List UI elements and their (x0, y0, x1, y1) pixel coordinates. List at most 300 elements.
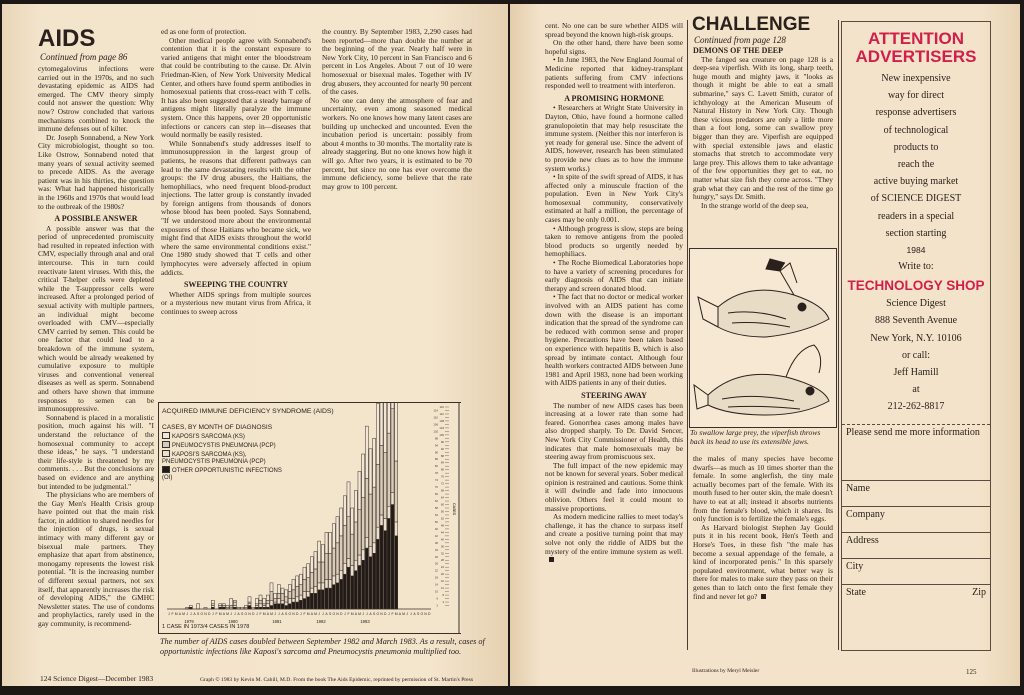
bar-segment-oi (332, 585, 335, 609)
x-tick-label: S (373, 612, 376, 616)
form-field-state-zip[interactable] (842, 585, 990, 611)
y-tick-label: 116 (439, 405, 444, 409)
bar-segment-ks-pcp (362, 550, 365, 560)
x-tick-label: O (244, 612, 248, 616)
bar-segment-ks (395, 403, 398, 461)
bar-segment-ks-pcp (274, 602, 277, 604)
x-tick-label: S (197, 612, 200, 616)
bar-segment-oi (310, 593, 313, 609)
x-tick-label: A (413, 612, 416, 616)
x-tick-label: A (281, 612, 284, 616)
x-tick-label: J (409, 612, 412, 616)
ad-body-line: active buying market (873, 176, 959, 188)
bar-segment-ks (274, 593, 277, 598)
x-tick-label: J (387, 612, 390, 616)
y-tick-label: 64 (440, 495, 444, 500)
page-folio-right: 125 (966, 668, 977, 676)
bar-segment-oi (314, 593, 317, 609)
paragraph: • Although progress is slow, steps are being taken to remove antigens from the pooled blood products so urgently needed by hemophiliacs. (545, 223, 683, 259)
form-field-address[interactable]: Address (842, 533, 990, 559)
bar-segment-ks-pcp (395, 522, 398, 536)
y-tick-label: 42 (434, 533, 438, 538)
x-tick-label: D (295, 612, 299, 616)
y-tick-label: 84 (440, 460, 444, 465)
x-tick-label: J (299, 612, 302, 616)
chart-title: ACQUIRED IMMUNE DEFICIENCY SYNDROME (AIDS) (162, 408, 334, 415)
bar-segment-ks (329, 532, 332, 553)
end-mark-icon (761, 594, 766, 599)
bar-segment-ks-pcp (310, 588, 313, 593)
bar-segment-ks-pcp (299, 595, 302, 600)
left-column-2 (161, 28, 311, 317)
bar-segment-oi (362, 560, 365, 609)
ad-body-line: products to (893, 141, 939, 153)
y-tick-label: 60 (440, 502, 444, 507)
form-field-city[interactable]: City (842, 559, 990, 585)
legend-item-oi (162, 466, 282, 482)
paragraph: • The Roche Biomedical Laboratories hope to have a variety of screening procedures for early diagnosis of AIDS that can initiate therapy and screen donated blood. (545, 258, 683, 293)
x-tick-label: D (339, 612, 343, 616)
x-tick-label: O (288, 612, 292, 616)
bar-segment-oi (384, 531, 387, 609)
bar-segment-ks (376, 404, 379, 465)
bar-segment-oi (292, 602, 295, 609)
chart-caption: The number of AIDS cases doubled between September 1982 and March 1983. As a result, cases of opportunistic infections like Kaposi's sarcoma and Pneumocystis pneumonia multiplied too. (160, 637, 485, 656)
bar-segment-ks (219, 604, 222, 606)
bar-segment-pcp (299, 585, 302, 595)
y-tick-label: 2 (436, 603, 438, 608)
paragraph: The number of new AIDS cases has been increasing at a lower rate than some had feared. Gonorrhea cases among males have also dropped sharply. To Dr. David Sencer, New York City Commissioner of Health, this indicates that male homosexuals may be steering away from promiscuous sex. (545, 400, 683, 462)
bar-segment-oi (321, 590, 324, 609)
bar-segment-oi (303, 599, 306, 609)
y-tick-label: 94 (434, 443, 438, 448)
bar-segment-pcp (329, 553, 332, 579)
ad-contact-name: Jeff Hamill (893, 367, 939, 379)
x-tick-label: A (369, 612, 372, 616)
x-tick-label: D (251, 612, 255, 616)
bar-segment-ks-pcp (303, 592, 306, 599)
bar-segment-pcp (365, 478, 368, 537)
x-tick-label: J (365, 612, 368, 616)
bar-segment-pcp (219, 606, 222, 608)
x-tick-label: O (200, 612, 204, 616)
x-tick-label: J (211, 612, 214, 616)
y-tick-label: 102 (433, 429, 438, 434)
paragraph: Dr. Joseph Sonnabend, a New York City microbiologist, thought so too. Like Ostrow, Sonnabend noted that many years of sexual activity seemed to precede AIDS. As the average patient was in his thirties, the question was: What had happened historically in the 1960s and 1970s that would lead to the outbreak of the 1980s? (38, 132, 154, 211)
y-tick-label: 56 (440, 509, 444, 514)
bar-segment-ks-pcp (248, 604, 251, 606)
bar-segment-ks-pcp (318, 583, 321, 590)
x-tick-label: A (193, 612, 196, 616)
y-tick-label: 76 (440, 474, 444, 479)
bar-segment-ks-pcp (332, 576, 335, 585)
bar-segment-ks (340, 508, 343, 536)
ad-body (842, 70, 990, 416)
x-tick-label: M (226, 612, 229, 616)
form-intro: Please send me more information (842, 425, 990, 481)
legend-item-pcp (162, 441, 282, 450)
bar-segment-pcp (230, 606, 233, 608)
form-field-company[interactable]: Company (842, 507, 990, 533)
y-tick-label: 46 (434, 526, 438, 531)
bar-segment-oi (274, 604, 277, 609)
y-tick-label: 28 (440, 558, 444, 563)
form-field-zip[interactable]: Zip (972, 586, 986, 598)
x-tick-label: O (376, 612, 380, 616)
x-tick-label: J (318, 612, 321, 616)
bar-segment-ks-pcp (263, 606, 266, 608)
x-tick-label: O (332, 612, 336, 616)
y-axis-label: CASES (452, 503, 456, 516)
y-tick-label: 110 (433, 415, 438, 420)
x-tick-label: N (336, 612, 339, 616)
bar-segment-ks-pcp (354, 560, 357, 570)
bar-segment-pcp (259, 600, 262, 603)
chart-footnote: 1 CASE IN 1973/4 CASES IN 1978 (162, 624, 250, 630)
y-tick-label: 32 (440, 551, 444, 556)
bar-segment-ks (244, 606, 247, 608)
paragraph: The full impact of the new epidemic may not be known for several years. Sober medical opinion is restrained and cautious. Some think it will dwindle and fade into innocuous oblivion. Others feel it could mount to massive proportions. (545, 460, 683, 513)
y-tick-label: 106 (433, 422, 438, 427)
right-column-1 (545, 22, 683, 565)
ad-title-line: ATTENTION (867, 29, 964, 48)
y-tick-label: 36 (440, 544, 444, 549)
x-tick-label: A (178, 612, 181, 616)
y-tick-label: 62 (434, 499, 438, 504)
left-column-3 (322, 28, 472, 191)
bar-segment-pcp (288, 592, 291, 599)
bar-segment-pcp (380, 445, 383, 515)
bar-segment-ks (336, 517, 339, 543)
x-tick-label: J (406, 612, 409, 616)
bar-segment-ks-pcp (365, 538, 368, 548)
bar-segment-ks-pcp (233, 606, 236, 608)
x-tick-label: O (420, 612, 424, 616)
x-tick-label: J (167, 612, 170, 616)
challenge-column (693, 47, 833, 210)
bar-segment-ks (380, 403, 383, 445)
chart-subtitle: CASES, BY MONTH OF DIAGNOSIS (162, 424, 273, 431)
paragraph: The physicians who are members of the Gay Men's Health Crisis group have pointed out that the main risk factor, in addition to shared needles for the injection of drugs, is sexual intimacy with many different gay or bisexual male partners. They emphasize that apart from abstinence, monogamy represents the lowest risk potential. "It is the increasing number of different sexual partners, not sex itself, that apparently increases the risk of developing AIDS," the GMHC Newsletter states. The use of condoms and prophylactics, rarely used in the gay community, is recommend- (38, 490, 154, 628)
bar-segment-ks (343, 496, 346, 526)
y-tick-label: 4 (442, 600, 444, 605)
ad-shop-name: TECHNOLOGY SHOP (847, 278, 985, 294)
y-tick-label: 24 (440, 565, 444, 570)
bar-segment-ks (233, 600, 236, 602)
paragraph: • The fact that no doctor or medical worker involved with an AIDS patient has come down with the disease is an important indication that the spread of the syndrome can be reduced with common sense and proper hygiene. Precautions have been taken based on experience with hepatitis B, which is also spread by intimate contact. Although four health workers contracted AIDS between June 1981 and April 1983, none had been working with AIDS patients in any of their duties. (545, 292, 683, 388)
bar-segment-ks-pcp (387, 506, 390, 518)
end-mark-icon (549, 557, 554, 562)
x-tick-label: F (303, 612, 306, 616)
legend-swatch (162, 432, 170, 439)
x-tick-label: A (354, 612, 357, 616)
bar-segment-ks (332, 524, 335, 548)
bar-segment-oi (358, 565, 361, 609)
bar-segment-ks-pcp (314, 586, 317, 593)
bar-segment-pcp (395, 461, 398, 522)
y-tick-label: 6 (436, 596, 438, 601)
article-title: AIDS (38, 25, 96, 52)
year-label: 1982 (316, 619, 326, 624)
bar-segment-oi (325, 588, 328, 609)
bar-segment-ks (248, 597, 251, 602)
ad-or-call: or call: (901, 349, 931, 361)
bar-segment-pcp (266, 600, 269, 603)
chart-legend (162, 424, 282, 482)
illustration-credit: Illustrations by Meryl Meisler (692, 668, 760, 674)
x-tick-label: M (174, 612, 178, 616)
bar-segment-oi (395, 536, 398, 609)
y-tick-label: 104 (439, 425, 444, 430)
bar-segment-oi (270, 606, 273, 609)
x-tick-label: N (204, 612, 207, 616)
bar-segment-pcp (314, 569, 317, 586)
paragraph-text: As Harvard biologist Stephen Jay Gould puts it in his recent book, Hen's Teeth and Horse's Toes, in these fish "the male has become a sexual appendage of the female, a kind of incorporated penis." In this sparsely populated environment, what better way is there for males to make sure they pass on their genes than to latch onto the first female they find and never let go? (693, 522, 833, 601)
viperfish-illustration (689, 248, 837, 428)
bar-segment-ks-pcp (384, 518, 387, 530)
x-tick-label: A (266, 612, 269, 616)
bar-segment-oi (288, 604, 291, 609)
bar-segment-oi (281, 604, 284, 609)
bar-segment-pcp (351, 534, 354, 565)
bar-segment-pcp (362, 498, 365, 550)
ad-body-line: of technological (883, 124, 949, 136)
subhead-steering: STEERING AWAY (581, 390, 647, 400)
y-tick-label: 68 (440, 488, 444, 493)
y-tick-label: 96 (440, 439, 444, 444)
x-tick-label: M (394, 612, 398, 616)
bar-segment-ks-pcp (259, 604, 262, 607)
bar-segment-ks-pcp (270, 600, 273, 605)
bar-segment-ks (384, 403, 387, 452)
bar-segment-ks (230, 599, 233, 606)
bar-segment-oi (307, 597, 310, 609)
bar-segment-pcp (318, 562, 321, 583)
legend-label: OTHER OPPORTUNISTIC INFECTIONS (OI) (162, 468, 282, 481)
bar-segment-ks (263, 599, 266, 604)
bar-segment-oi (318, 590, 321, 609)
bar-segment-ks-pcp (307, 592, 310, 597)
paragraph: cytomegalovirus infections were carried out in the 1970s, and no such devastating epidemic as AIDS had emerged. The CMV theory simply could not answer the question: Why now? Ostrow concluded that various mechanisms combined to knock the immune defenses out of kilter. (38, 64, 154, 134)
x-tick-label: D (427, 612, 431, 616)
ad-at: at (912, 384, 920, 396)
advertisement (841, 21, 991, 651)
x-tick-label: A (325, 612, 328, 616)
x-tick-label: N (248, 612, 251, 616)
form-field-state[interactable]: State (846, 586, 866, 598)
x-tick-label: M (218, 612, 222, 616)
y-tick-label: 92 (440, 446, 444, 451)
y-tick-label: 26 (434, 561, 438, 566)
y-tick-label: 18 (434, 575, 438, 580)
bar-segment-ks (281, 588, 284, 593)
bar-segment-pcp (211, 604, 214, 606)
paragraph: A possible answer was that the period of unprecedented promiscuity had resulted in repeated infection with CMV, especially through anal and oral intercourse. This in turn could reactivate latent viruses. With this, the critical T-helper cells were depleted while the T-suppressor cells were increased. After a prolonged period of sexual activity with multiple partners, an individual might become overloaded with CMV—especially CMV carried by semen. This could be one factor that could lead to a breakdown of the immune system, which would be already weakened by cumulative exposure to multiple viruses and conventional venereal diseases as well as sperm. Sonnabend and others have shown that immune responses to semen can be immunosuppressive. (38, 223, 154, 414)
y-tick-label: 40 (440, 537, 444, 542)
bar-segment-pcp (354, 522, 357, 560)
paragraph: • In June 1983, the New England Journal of Medicine reported that kidney-transplant patients suffering from CMV infections responded well to treatment with interferon. (545, 55, 683, 91)
x-tick-label: M (270, 612, 273, 616)
y-tick-label: 38 (434, 540, 438, 545)
bar-segment-pcp (373, 487, 376, 543)
bar-segment-ks (270, 583, 273, 592)
bar-segment-oi (347, 567, 350, 609)
x-tick-label: D (207, 612, 211, 616)
bar-segment-oi (373, 553, 376, 609)
y-tick-label: 98 (434, 436, 438, 441)
y-tick-label: 34 (434, 547, 438, 552)
bar-segment-oi (329, 588, 332, 609)
bar-segment-pcp (303, 579, 306, 591)
bar-segment-pcp (292, 590, 295, 599)
graph-credit: Graph © 1983 by Kevin M. Cahill, M.D. From the book The Aids Epidemic, reprinted by permission of St. Martin's Press (200, 677, 474, 683)
bar-segment-ks (285, 590, 288, 597)
y-tick-label: 70 (434, 485, 438, 490)
bar-segment-oi (391, 505, 394, 609)
bar-segment-ks-pcp (325, 579, 328, 588)
paragraph: cent. No one can be sure whether AIDS will spread beyond the known high-risk groups. (545, 21, 683, 39)
x-tick-label: M (358, 612, 361, 616)
bar-segment-ks-pcp (281, 600, 284, 603)
x-tick-label: M (350, 612, 354, 616)
column-rule (687, 20, 688, 650)
bar-segment-ks (365, 426, 368, 478)
ad-body-line: way for direct (887, 90, 945, 102)
legend-label: KAPOSI'S SARCOMA (KS), PNEUMOCYSTIS PNEUMONIA (PCP) (162, 452, 266, 465)
bar-segment-ks (259, 595, 262, 600)
subhead-promising: A PROMISING HORMONE (564, 93, 664, 103)
bar-segment-ks-pcp (277, 599, 280, 604)
y-tick-label: 44 (440, 530, 444, 535)
paragraph (545, 513, 683, 565)
challenge-title: CHALLENGE (692, 14, 811, 35)
y-tick-label: 82 (434, 464, 438, 469)
x-tick-label: J (230, 612, 233, 616)
x-tick-label: A (237, 612, 240, 616)
bar-segment-pcp (222, 606, 225, 608)
bar-segment-pcp (281, 593, 284, 600)
bar-segment-ks (303, 567, 306, 579)
bar-segment-ks (358, 471, 361, 509)
bar-segment-ks (354, 491, 357, 522)
bar-segment-oi (296, 602, 299, 609)
bar-segment-ks-pcp (329, 579, 332, 588)
bar-segment-ks (362, 454, 365, 498)
bar-segment-pcp (336, 543, 339, 574)
bar-segment-ks-pcp (266, 604, 269, 607)
x-tick-label: M (402, 612, 405, 616)
y-tick-label: 112 (439, 411, 444, 416)
form-field-name[interactable]: Name (842, 481, 990, 507)
bar-segment-pcp (277, 593, 280, 598)
legend-item-ks (162, 432, 282, 441)
ad-body-line: section starting (885, 227, 947, 239)
x-tick-label: J (343, 612, 346, 616)
year-label: 1981 (272, 619, 282, 624)
y-tick-label: 78 (434, 471, 438, 476)
bar-segment-ks (226, 606, 229, 608)
bar-segment-pcp (343, 525, 346, 563)
bar-segment-pcp (263, 604, 266, 606)
paragraph: • Researchers at Wright State University in Dayton, Ohio, have found a hormone called granulopoietin that may help resuscitate the immune system. (Neither this nor interferon is yet ready for general use. Since the advent of AIDS, however, research has been stimulated to provide new clues as to how the immune system works.) (545, 103, 683, 173)
bar-segment-pcp (369, 494, 372, 546)
x-tick-label: J (277, 612, 280, 616)
bar-segment-pcp (376, 464, 379, 527)
ad-address-line: Science Digest (886, 298, 946, 310)
continued-note: Continued from page 86 (40, 52, 128, 62)
bar-segment-ks-pcp (376, 527, 379, 539)
bar-segment-ks (222, 604, 225, 606)
ad-body-line: response advertisers (875, 107, 957, 119)
x-tick-label: S (329, 612, 332, 616)
x-tick-label: N (424, 612, 427, 616)
bar-segment-oi (380, 525, 383, 609)
bar-segment-ks (387, 403, 390, 433)
bar-segment-ks-pcp (391, 492, 394, 504)
y-tick-label: 90 (434, 450, 438, 455)
y-tick-label: 8 (442, 593, 444, 598)
x-tick-label: M (182, 612, 185, 616)
challenge-column-continued (693, 455, 833, 601)
paragraph: the country. By September 1983, 2,290 cases had been reported—more than double the number at the beginning of the year. Nearly half were in New York City, 10 percent in San Francisco and 6 percent in Los Angeles. About 7 out of 10 were homosexual or bisexual males. Together with IV drug abusers, they accounted for nearly 90 percent of the cases. (322, 27, 472, 97)
x-tick-label: M (262, 612, 266, 616)
x-tick-label: J (321, 612, 324, 616)
ad-body-line: readers in a special (877, 210, 955, 222)
paragraph: Sonnabend is placed in a moralistic position, much against his will. "I understand the reluctance of the homosexual community to accept these ideas," he says. "I understand their life-style is threatened by my comments. . . . But the conclusions are based on evidence and are anything but intended to be judgmental." (38, 412, 154, 491)
y-tick-label: 50 (434, 519, 438, 524)
ad-title (842, 30, 990, 66)
bar-segment-ks (310, 557, 313, 573)
bar-segment-pcp (248, 602, 251, 604)
ad-body-line: New inexpensive (881, 73, 951, 84)
bar-segment-ks-pcp (347, 559, 350, 568)
x-tick-label: N (292, 612, 295, 616)
bar-segment-ks-pcp (285, 602, 288, 605)
year-label: 1980 (228, 619, 238, 624)
y-tick-label: 66 (434, 492, 438, 497)
y-tick-label: 14 (434, 582, 438, 587)
bar-segment-ks-pcp (296, 597, 299, 602)
paragraph: The fanged sea creature on page 128 is a deep-sea viperfish. With its long, sharp teeth, huge mouth and mighty jaws, it "looks as though it might be able to eat a small submarine," says C. Lavett Smith, curator of ichthyology at the American Museum of Natural History in New York City. Though these vicious predators are only a little more than a foot long, some can swallow prey bigger than they are. Viperfish are equipped with special extensible jaws and elastic stomachs that stretch to accommodate very large prey. This allows them to take advantage of the few opportunities they get to eat, no matter what size fish they come across. "They grab what they can and the rest of the time go hungry," says Dr. Smith. (693, 54, 833, 202)
bar-segment-ks (321, 545, 324, 562)
x-tick-label: A (310, 612, 313, 616)
paragraph (693, 524, 833, 601)
subhead-demons: DEMONS OF THE DEEP (693, 46, 784, 55)
legend-label: KAPOSI'S SARCOMA (KS) (172, 434, 245, 440)
paragraph: No one can deny the atmosphere of fear and uncertainty, even among seasoned medical workers. No one knows how many latent cases are building up unchecked and uncounted. Even the incubation period is uncertain: possibly from about 4 months to 30 months. The mortality rate is already staggering. But no one knows how high it will go. After two years, it is estimated to be 70 percent, but since no one has ever overcome the immune deficiency, some believe that the rate may grow to 100 percent. (322, 95, 472, 191)
legend-label: PNEUMOCYSTIS PNEUMONIA (PCP) (172, 443, 276, 449)
subhead-sweeping: SWEEPING THE COUNTRY (183, 280, 289, 290)
bar-segment-pcp (340, 536, 343, 571)
y-tick-label: 100 (439, 432, 444, 437)
legend-swatch (162, 450, 170, 457)
bar-segment-pcp (358, 510, 361, 555)
column-rule (838, 20, 839, 650)
x-tick-label: J (189, 612, 192, 616)
subhead-possible-answer: A POSSIBLE ANSWER (54, 214, 138, 224)
y-tick-label: 108 (439, 418, 444, 423)
ad-year: 1984 (906, 245, 926, 256)
bar-segment-pcp (296, 586, 299, 596)
x-tick-label: A (222, 612, 225, 616)
legend-swatch (162, 441, 170, 448)
x-tick-label: S (285, 612, 288, 616)
bar-segment-oi (343, 574, 346, 609)
challenge-continued: Continued from page 128 (694, 35, 786, 45)
bar-segment-pcp (321, 562, 324, 583)
paragraph: • In spite of the swift spread of AIDS, it has affected only a minuscule fraction of the population. Even in New York City's homosexual community, conservatively estimated at half a million, the percentage of cases may be only 0.001. (545, 172, 683, 225)
bar-segment-ks (318, 541, 321, 562)
